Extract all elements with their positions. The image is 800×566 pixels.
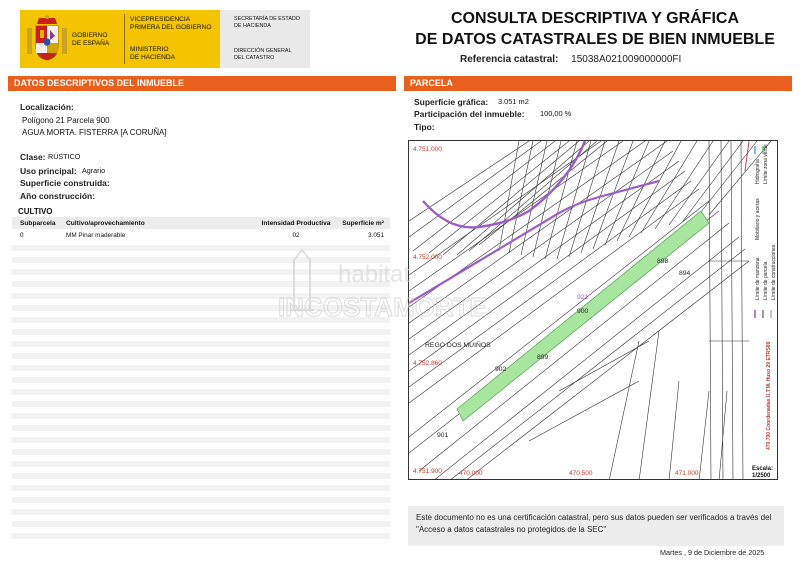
clase-value: RÚSTICO [48,152,81,161]
map-legend [750,140,778,466]
svg-text:470.000: 470.000 [459,470,483,477]
coat-of-arms-icon [25,14,69,64]
svg-text:902: 902 [495,366,507,373]
participacion-label: Participación del inmueble: [414,109,525,119]
uso-label: Uso principal: [20,166,77,176]
svg-text:900: 900 [577,308,589,315]
svg-text:470.500: 470.500 [569,470,593,477]
gov-label-secretaria: SECRETARÍA DE ESTADO DE HACIENDA [234,16,300,29]
gov-label-vicepresidencia: VICEPRESIDENCIA PRIMERA DEL GOBIERNO [130,16,212,31]
descriptive-data-header: DATOS DESCRIPTIVOS DEL INMUEBLE [8,76,396,91]
cadastral-reference [460,54,681,65]
svg-text:894: 894 [679,270,691,277]
svg-text:4.751.000: 4.751.000 [413,146,442,153]
superficie-construida-label: Superficie construida: [20,178,110,188]
document-title: CONSULTA DESCRIPTIVA Y GRÁFICA DE DATOS CATASTRALES DE BIEN INMUEBLE [415,10,775,48]
cadastral-map[interactable] [408,140,778,480]
cultivo-title: CULTIVO [18,207,53,216]
ref-label: Referencia catastral: [460,54,559,65]
svg-text:habitat: habitat [338,261,411,288]
svg-text:471.000: 471.000 [675,470,699,477]
svg-text:4.752.000: 4.752.000 [413,254,442,261]
cultivo-header-row [12,217,390,229]
svg-text:921: 921 [577,294,589,301]
col-intensidad: Intensidad Productiva [261,219,331,227]
cultivo-table [12,217,390,241]
table-row: 0 MM Pinar maderable 02 3.051 [20,231,384,239]
col-superficie: Superficie m² [342,219,384,227]
gov-label-ministerio: MINISTERIO DE HACIENDA [130,46,176,61]
localizacion-line2: AGUA MORTA. FISTERRA [A CORUÑA] [22,128,167,137]
tipo-label: Tipo: [414,122,435,132]
disclaimer-note: Este documento no es una certificación catastral, pero sus datos pueden ser verificados a través del "Acceso a datos catastrales no protegidos de la SEC" [408,506,784,546]
svg-text:4.752.860: 4.752.860 [413,360,442,367]
svg-text:898: 898 [657,258,669,265]
sup-grafica-value: 3.051 m2 [498,97,529,106]
svg-text:899: 899 [537,354,549,361]
gov-label-direccion: DIRECCIÓN GENERAL DEL CATASTRO [234,48,292,61]
col-subparcela: Subparcela [20,219,56,227]
col-cultivo: Cultivo/aprovechamiento [66,219,145,227]
gov-label-espana: GOBIERNO DE ESPAÑA [72,32,110,47]
svg-text:Mobiliario y aceras: Mobiliario y aceras [755,198,761,240]
svg-text:470.700 Coordenadas U.T.M. Hus: 470.700 Coordenadas U.T.M. Huso 29 ETRS89 [766,341,772,450]
government-logo-block [20,10,310,68]
svg-text:Límite zona verde: Límite zona verde [763,144,769,184]
svg-text:Hidrografía: Hidrografía [755,159,761,184]
map-drawing [409,141,778,480]
svg-text:REGO DOS MUIÑOS: REGO DOS MUIÑOS [425,342,491,349]
localizacion-line1: Polígono 21 Parcela 900 [22,116,110,125]
empty-table-area [12,245,390,541]
svg-text:4.751.900: 4.751.900 [413,468,442,475]
map-scale: Escala: 1/2500 [752,466,774,479]
localizacion-label: Localización: [20,102,74,112]
ref-value: 15038A021009000000FI [571,54,682,65]
svg-text:901: 901 [437,432,449,439]
sup-grafica-label: Superficie gráfica: [414,97,489,107]
participacion-value: 100,00 % [540,109,572,118]
clase-label: Clase: [20,152,46,162]
anio-construccion-label: Año construcción: [20,191,96,201]
svg-text:Límite de manzana: Límite de manzana [755,257,761,300]
uso-value: Agrario [82,166,106,175]
svg-text:Límite de parcela: Límite de parcela [763,261,769,300]
svg-text:INCOSTAMORTE: INCOSTAMORTE [278,292,487,322]
parcela-header: PARCELA [404,76,792,91]
document-date: Martes , 9 de Diciembre de 2025 [660,548,765,557]
svg-text:Límite de construcciones: Límite de construcciones [771,244,777,300]
